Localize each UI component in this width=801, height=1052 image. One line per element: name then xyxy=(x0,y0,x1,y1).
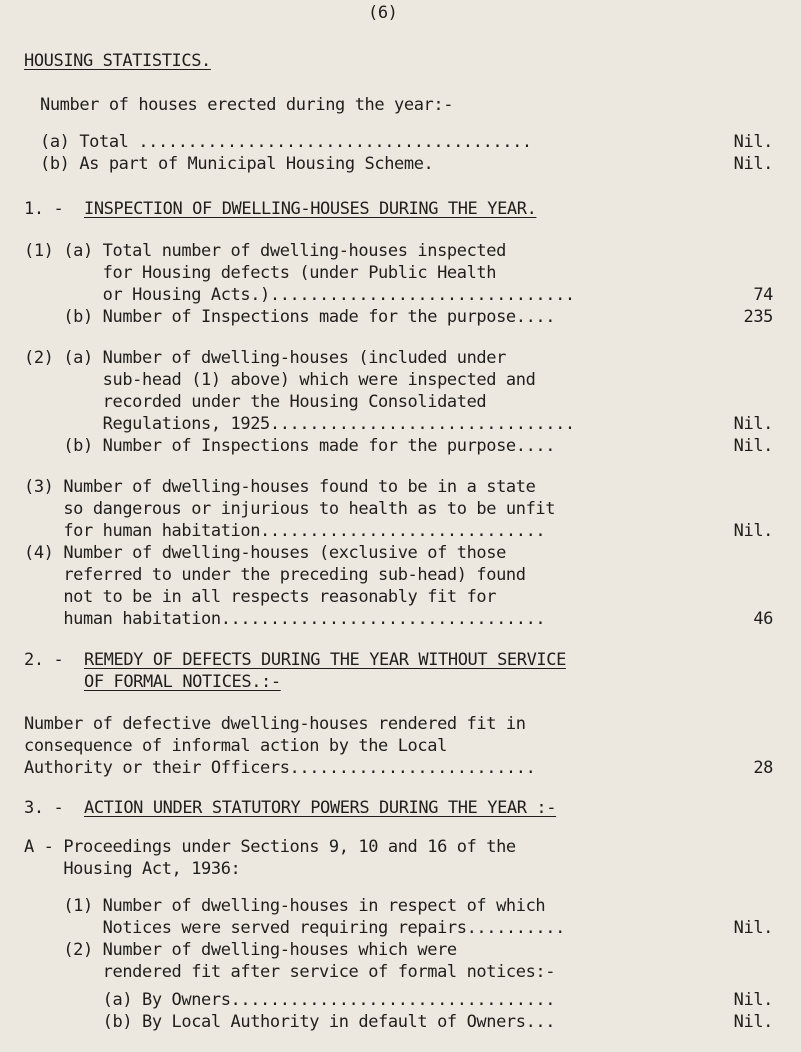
section1-number: 1. - xyxy=(24,199,64,219)
section3-heading: ACTION UNDER STATUTORY POWERS DURING THE YEAR :- xyxy=(84,798,557,818)
s3a-value: Nil. xyxy=(733,1012,773,1032)
page-number: (6) xyxy=(368,3,398,23)
s1-line: or Housing Acts.)............................... xyxy=(24,285,575,305)
total-row-label: (a) Total ........................................ xyxy=(40,132,532,152)
s1-value: 74 xyxy=(753,285,773,305)
s1-value: 46 xyxy=(753,609,773,629)
s1-line: sub-head (1) above) which were inspected and xyxy=(24,370,536,390)
s3a-line: (2) Number of dwelling-houses which were xyxy=(24,940,457,960)
s1-value: Nil. xyxy=(733,521,773,541)
s2-line: Number of defective dwelling-houses rendered fit in xyxy=(24,714,526,734)
s1-line: referred to under the preceding sub-head) found xyxy=(24,565,526,585)
section3-number: 3. - xyxy=(24,798,64,818)
s3a-value: Nil. xyxy=(733,918,773,938)
s1-line: (2) (a) Number of dwelling-houses (included under xyxy=(24,348,506,368)
s3a-line: Notices were served requiring repairs.......... xyxy=(24,918,565,938)
s1-line: (3) Number of dwelling-houses found to be in a state xyxy=(24,477,536,497)
s1-line: (1) (a) Total number of dwelling-houses inspected xyxy=(24,241,506,261)
section2-number: 2. - xyxy=(24,650,64,670)
s1-line: Regulations, 1925............................... xyxy=(24,414,575,434)
s1-value: Nil. xyxy=(733,436,773,456)
s2-value: 28 xyxy=(753,758,773,778)
s1-value: Nil. xyxy=(733,414,773,434)
s1-line: so dangerous or injurious to health as to be unfit xyxy=(24,499,556,519)
municipal-row-label: (b) As part of Municipal Housing Scheme. xyxy=(40,154,434,174)
page-title: HOUSING STATISTICS. xyxy=(24,51,211,71)
s2-line: consequence of informal action by the Local xyxy=(24,736,447,756)
s1-line: (4) Number of dwelling-houses (exclusive of those xyxy=(24,543,506,563)
s1-line: for Housing defects (under Public Health xyxy=(24,263,497,283)
s3a-line: A - Proceedings under Sections 9, 10 and 16 of the xyxy=(24,837,516,857)
s1-line: (b) Number of Inspections made for the purpose.... xyxy=(24,307,556,327)
houses-erected-heading: Number of houses erected during the year:- xyxy=(40,95,454,115)
s3a-line: (b) By Local Authority in default of Owners... xyxy=(24,1012,556,1032)
s1-line: recorded under the Housing Consolidated xyxy=(24,392,487,412)
s2-line: Authority or their Officers......................... xyxy=(24,758,536,778)
total-row-value: Nil. xyxy=(733,132,773,152)
s1-line: (b) Number of Inspections made for the purpose.... xyxy=(24,436,556,456)
s1-value: 235 xyxy=(743,307,773,327)
s1-line: not to be in all respects reasonably fit for xyxy=(24,587,497,607)
section2-heading-line1: REMEDY OF DEFECTS DURING THE YEAR WITHOUT SERVICE xyxy=(84,650,566,670)
s3a-line: rendered fit after service of formal notices:- xyxy=(24,962,556,982)
section1-heading: INSPECTION OF DWELLING-HOUSES DURING THE YEAR. xyxy=(84,199,537,219)
s1-line: human habitation................................. xyxy=(24,609,546,629)
municipal-row-value: Nil. xyxy=(733,154,773,174)
s3a-value: Nil. xyxy=(733,990,773,1010)
section2-heading-line2: OF FORMAL NOTICES.:- xyxy=(84,672,281,692)
s3a-line: Housing Act, 1936: xyxy=(24,859,241,879)
s3a-line: (a) By Owners................................. xyxy=(24,990,556,1010)
s3a-line: (1) Number of dwelling-houses in respect of which xyxy=(24,896,546,916)
s1-line: for human habitation............................. xyxy=(24,521,546,541)
